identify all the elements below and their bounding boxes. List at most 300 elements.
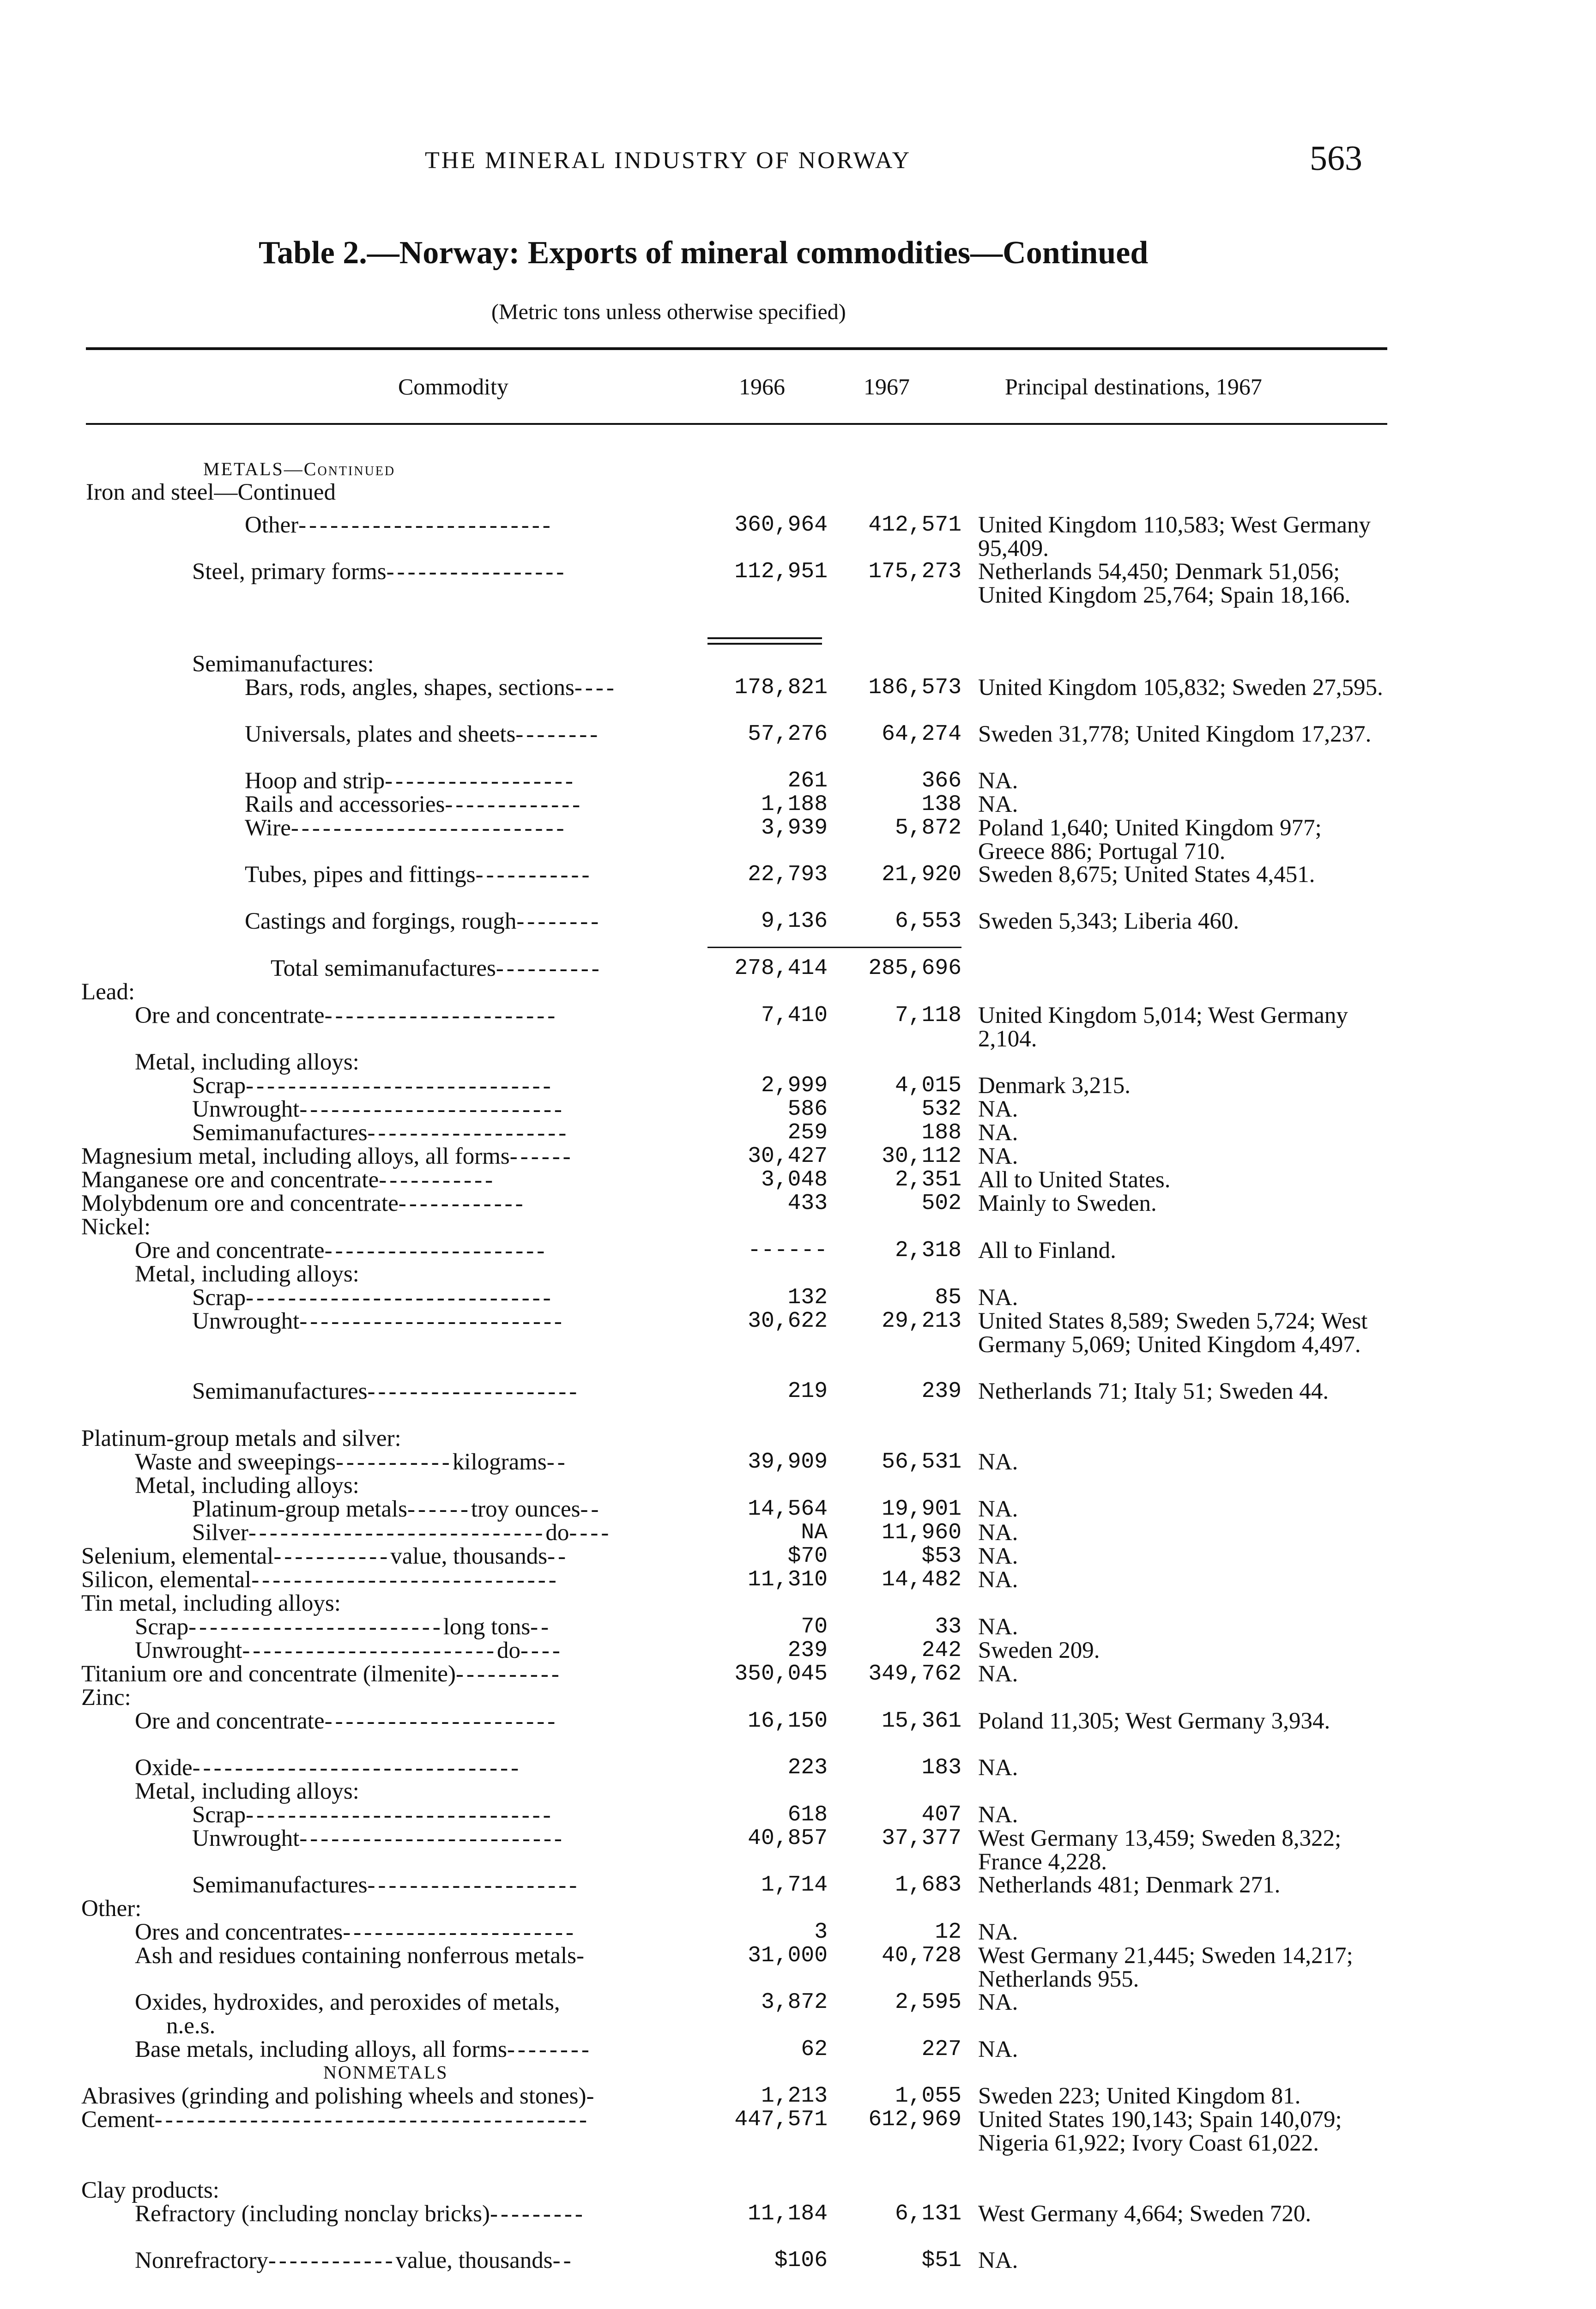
value-1966: 261 <box>787 768 828 793</box>
value-1966: 239 <box>787 1638 828 1663</box>
principal-destinations: NA. <box>978 1661 1018 1687</box>
principal-destinations: NA. <box>978 1755 1018 1781</box>
commodity-text: Molybdenum ore and concentrate <box>81 1191 399 1216</box>
commodity-label <box>81 1592 341 1615</box>
principal-destinations: NA. <box>978 1143 1018 1169</box>
commodity-text: Hoop and strip <box>245 768 385 794</box>
value-1966: 278,414 <box>734 956 828 981</box>
header-rule <box>86 423 1387 425</box>
principal-destinations: Sweden 8,675; United States 4,451. <box>978 862 1315 888</box>
commodity-label <box>135 1991 560 2014</box>
value-1967: 2,595 <box>895 1990 961 2015</box>
value-1966: 62 <box>801 2037 828 2062</box>
value-1967: 349,762 <box>868 1662 961 1686</box>
leader-dots: ---------------------------- <box>248 1520 546 1546</box>
value-1966: 618 <box>787 1802 828 1827</box>
principal-destinations: United Kingdom 5,014; West Germany 2,104. <box>978 1003 1348 1052</box>
principal-destinations: Poland 11,305; West Germany 3,934. <box>978 1708 1330 1734</box>
commodity-text: Semimanufactures <box>192 1120 368 1146</box>
leader-dots: ---- <box>520 1638 563 1663</box>
commodity-text: Manganese ore and concentrate <box>81 1167 379 1193</box>
commodity-text: Semimanufactures <box>192 1378 368 1404</box>
commodity-label <box>245 723 600 746</box>
commodity-label <box>81 1168 496 1192</box>
value-1967: 175,273 <box>868 559 961 584</box>
value-1966: $70 <box>787 1544 828 1569</box>
commodity-text: Scrap <box>192 1802 246 1828</box>
leader-dots: ----------------------------- <box>246 1285 554 1311</box>
commodity-text: Universals, plates and sheets <box>245 721 516 747</box>
value-1967: 186,573 <box>868 675 961 700</box>
commodity-label <box>192 1121 569 1145</box>
leader-dots: ----------------------------- <box>251 1567 559 1593</box>
unit-label: kilograms <box>452 1449 547 1475</box>
principal-destinations: NA. <box>978 792 1018 817</box>
principal-destinations: Mainly to Sweden. <box>978 1191 1157 1216</box>
commodity-label <box>192 1310 565 1333</box>
value-1967: 1,683 <box>895 1873 961 1898</box>
unit-label: troy ounces <box>471 1496 580 1522</box>
commodity-text: Metal, including alloys: <box>135 1778 359 1804</box>
commodity-label <box>81 1897 141 1921</box>
principal-destinations: West Germany 13,459; Sweden 8,322; France 4,228. <box>978 1825 1342 1875</box>
leader-dots: ------ <box>509 1143 574 1169</box>
leader-dots: -- <box>546 1449 568 1475</box>
commodity-text: Ash and residues containing nonferrous metals <box>135 1943 577 1969</box>
value-1967: 12 <box>935 1920 961 1945</box>
leader-dots: ----------- <box>273 1543 391 1569</box>
commodity-text: Scrap <box>135 1614 189 1640</box>
leader-dots: -- <box>552 2248 574 2273</box>
principal-destinations: Netherlands 54,450; Denmark 51,056; United Kingdom 25,764; Spain 18,166. <box>978 559 1351 608</box>
principal-destinations: Sweden 209. <box>978 1638 1100 1663</box>
value-1966: $106 <box>774 2248 828 2273</box>
commodity-text: Ore and concentrate <box>135 1003 325 1028</box>
commodity-label <box>271 957 602 980</box>
value-1966: 2,999 <box>761 1073 828 1098</box>
value-1967: 37,377 <box>882 1826 961 1851</box>
commodity-label <box>166 2014 215 2038</box>
commodity-text: Base metals, including alloys, all forms <box>135 2037 507 2062</box>
commodity-label <box>192 1498 601 1521</box>
leader-dots: ------------ <box>398 1191 526 1216</box>
commodity-label <box>245 676 617 700</box>
principal-destinations: NA. <box>978 1567 1018 1593</box>
value-1966: 9,136 <box>761 909 828 934</box>
leader-dots: ----------- <box>475 862 592 888</box>
commodity-text: Wire <box>245 815 291 841</box>
value-1966: 350,045 <box>734 1662 828 1686</box>
commodity-text: Scrap <box>192 1073 246 1099</box>
commodity-label <box>192 1874 580 1897</box>
value-1967: 2,351 <box>895 1167 961 1192</box>
principal-destinations: NA. <box>978 768 1018 794</box>
value-1967: 64,274 <box>882 722 961 747</box>
commodity-label <box>245 793 583 816</box>
commodity-text: Metal, including alloys: <box>135 1261 359 1287</box>
commodity-label <box>245 514 553 537</box>
commodity-text: Silver <box>192 1520 248 1546</box>
principal-destinations: United Kingdom 110,583; West Germany 95,409. <box>978 512 1371 562</box>
leader-dots: -------------------- <box>367 1378 580 1404</box>
table-title: Table 2.—Norway: Exports of mineral commodities—Continued <box>259 235 1149 271</box>
principal-destinations: Denmark 3,215. <box>978 1073 1131 1099</box>
leader-dots: -------- <box>515 721 601 747</box>
leader-dots: --------- <box>490 2201 586 2227</box>
leader-dots: ------------------------- <box>299 1096 565 1122</box>
commodity-text: Iron and steel—Continued <box>86 479 336 505</box>
commodity-text: Ores and concentrates <box>135 1919 343 1945</box>
value-1967: 7,118 <box>895 1003 961 1028</box>
commodity-text: Clay products: <box>81 2177 219 2203</box>
principal-destinations: Sweden 31,778; United Kingdom 17,237. <box>978 721 1372 747</box>
leader-dots: ---- <box>569 1520 612 1546</box>
commodity-text: Other <box>245 512 299 538</box>
commodity-text: Unwrought <box>192 1825 300 1851</box>
commodity-label <box>81 1427 401 1451</box>
commodity-label <box>245 910 601 933</box>
leader-dots: ------------------ <box>385 768 576 794</box>
value-1966: 70 <box>801 1614 828 1639</box>
leader-dots: ----------------- <box>386 559 567 585</box>
value-1967: 56,531 <box>882 1450 961 1475</box>
commodity-text: Unwrought <box>192 1096 300 1122</box>
commodity-text: Nickel: <box>81 1214 151 1240</box>
value-1967: 11,960 <box>882 1520 961 1545</box>
leader-dots: ----------- <box>335 1449 453 1475</box>
commodity-text: Ore and concentrate <box>135 1238 325 1263</box>
commodity-label <box>135 1710 558 1733</box>
value-1967: 85 <box>935 1285 961 1310</box>
leader-dots: ---------------------- <box>324 1003 558 1028</box>
commodity-text: Platinum-group metals and silver: <box>81 1426 401 1451</box>
table-subtitle: (Metric tons unless otherwise specified) <box>491 300 846 324</box>
commodity-text: Unwrought <box>192 1308 300 1334</box>
leader-dots: ------------------------- <box>299 1825 565 1851</box>
value-1967: $53 <box>921 1544 961 1569</box>
commodity-text: Ore and concentrate <box>135 1708 325 1734</box>
value-1966: 3,048 <box>761 1167 828 1192</box>
principal-destinations: NA. <box>978 1614 1018 1640</box>
value-1966: 22,793 <box>748 862 828 887</box>
principal-destinations: West Germany 21,445; Sweden 14,217; Netherlands 955. <box>978 1943 1353 1992</box>
principal-destinations: All to United States. <box>978 1167 1171 1193</box>
commodity-text: Scrap <box>192 1285 246 1311</box>
commodity-label <box>135 1921 576 1944</box>
value-1966: 39,909 <box>748 1450 828 1475</box>
leader-dots: ------------------------ <box>242 1638 497 1663</box>
commodity-label <box>135 1263 359 1286</box>
commodity-label <box>203 457 395 481</box>
commodity-label <box>81 1662 562 1686</box>
principal-destinations: NA. <box>978 1285 1018 1311</box>
commodity-text: Zinc: <box>81 1685 131 1711</box>
leader-dots: -- <box>580 1496 602 1522</box>
commodity-label <box>245 769 576 793</box>
commodity-text: Bars, rods, angles, shapes, sections <box>245 675 574 701</box>
commodity-text: Oxide <box>135 1755 193 1781</box>
commodity-text: Castings and forgings, rough <box>245 908 517 934</box>
principal-destinations: All to Finland. <box>978 1238 1116 1263</box>
commodity-text: Silicon, elemental <box>81 1567 252 1593</box>
commodity-label <box>81 2085 597 2108</box>
leader-dots: ------------------------ <box>298 512 553 538</box>
commodity-label <box>81 1686 131 1710</box>
value-1966: 57,276 <box>748 722 828 747</box>
principal-destinations: United States 8,589; Sweden 5,724; West Germany 5,069; United Kingdom 4,497. <box>978 1308 1368 1358</box>
value-1966: 112,951 <box>734 559 828 584</box>
value-1966: 447,571 <box>734 2107 828 2132</box>
value-1966: 1,188 <box>761 792 828 817</box>
value-1967: 30,112 <box>882 1144 961 1169</box>
leader-dots: -- <box>547 1543 569 1569</box>
commodity-label <box>135 1756 521 1780</box>
principal-destinations: United Kingdom 105,832; Sweden 27,595. <box>978 675 1383 701</box>
principal-destinations: NA. <box>978 1520 1018 1546</box>
commodity-text: Abrasives (grinding and polishing wheels and stones) <box>81 2083 586 2109</box>
commodity-text: Nonrefractory <box>135 2248 268 2273</box>
commodity-label <box>81 1545 568 1568</box>
commodity-label <box>81 980 135 1004</box>
principal-destinations: NA. <box>978 1449 1018 1475</box>
commodity-label <box>192 1098 565 1121</box>
value-1966: 3,939 <box>761 816 828 840</box>
value-1967: 532 <box>921 1097 961 1122</box>
leader-dots: -------- <box>516 908 602 934</box>
commodity-text: Semimanufactures: <box>192 651 374 677</box>
commodity-text: NONMETALS <box>323 2062 448 2083</box>
column-header-commodity: Commodity <box>398 374 508 399</box>
value-1966: 360,964 <box>734 513 828 538</box>
running-title: THE MINERAL INDUSTRY OF NORWAY <box>425 147 912 174</box>
principal-destinations: West Germany 4,664; Sweden 720. <box>978 2201 1312 2227</box>
commodity-label <box>135 1451 568 1474</box>
value-1966: 3,872 <box>761 1990 828 2015</box>
value-1967: 4,015 <box>895 1073 961 1098</box>
leader-dots: ----------- <box>379 1167 496 1193</box>
commodity-text: Tin metal, including alloys: <box>81 1590 341 1616</box>
value-1966: 3 <box>814 1920 828 1945</box>
commodity-text: Waste and sweepings <box>135 1449 336 1475</box>
double-rule <box>707 637 822 645</box>
value-1966: 11,184 <box>748 2201 828 2226</box>
column-header-1966: 1966 <box>739 374 785 399</box>
commodity-label <box>192 1521 611 1545</box>
top-rule <box>86 347 1387 350</box>
commodity-label <box>81 1192 526 1215</box>
leader-dots: -------- <box>507 2037 592 2062</box>
commodity-label <box>135 2038 592 2061</box>
commodity-text: Magnesium metal, including alloys, all forms <box>81 1143 510 1169</box>
commodity-label <box>135 1615 551 1639</box>
leader-dots: ---------------------- <box>324 1708 558 1734</box>
value-1966: 586 <box>787 1097 828 1122</box>
leader-dots: - <box>586 2083 597 2109</box>
value-1966: 223 <box>787 1755 828 1780</box>
commodity-label <box>135 1474 359 1498</box>
value-1967: 138 <box>921 792 961 817</box>
principal-destinations: United States 190,143; Spain 140,079; Nigeria 61,922; Ivory Coast 61,022. <box>978 2107 1342 2156</box>
value-1967: 227 <box>921 2037 961 2062</box>
principal-destinations: NA. <box>978 1120 1018 1146</box>
commodity-label <box>192 653 374 676</box>
leader-dots: ----------------------------------------- <box>154 2107 590 2133</box>
value-1966: 30,622 <box>748 1309 828 1334</box>
leader-dots: ------------------------ <box>188 1614 443 1640</box>
leader-dots: ------------ <box>268 2248 396 2273</box>
commodity-label <box>245 863 592 887</box>
principal-destinations: Poland 1,640; United Kingdom 977; Greece 886; Portugal 710. <box>978 815 1322 864</box>
principal-destinations: NA. <box>978 1919 1018 1945</box>
commodity-text: n.e.s. <box>166 2013 216 2039</box>
leader-dots: ----------------------------- <box>246 1073 554 1099</box>
value-1967: 407 <box>921 1802 961 1827</box>
commodity-text: Steel, primary forms <box>192 559 387 585</box>
commodity-label <box>135 1944 587 1968</box>
value-1967: 21,920 <box>882 862 961 887</box>
value-1966: 178,821 <box>734 675 828 700</box>
value-1966: 259 <box>787 1120 828 1145</box>
value-1967: 19,901 <box>882 1497 961 1522</box>
principal-destinations: NA. <box>978 1496 1018 1522</box>
commodity-text: Cement <box>81 2107 155 2133</box>
leader-dots: ----------------------------- <box>246 1802 554 1828</box>
value-1966: ------ <box>748 1238 828 1263</box>
leader-dots: -- <box>530 1614 552 1640</box>
leader-dots: ------------------------- <box>299 1308 565 1334</box>
value-1966: 7,410 <box>761 1003 828 1028</box>
value-1966: 132 <box>787 1285 828 1310</box>
value-1966: 433 <box>787 1191 828 1216</box>
commodity-label <box>192 1286 554 1310</box>
value-1966: 40,857 <box>748 1826 828 1851</box>
value-1967: 412,571 <box>868 513 961 538</box>
commodity-label <box>135 1004 558 1028</box>
leader-dots: ------------- <box>445 792 583 817</box>
commodity-label <box>81 1145 574 1168</box>
commodity-text: Refractory (including nonclay bricks) <box>135 2201 490 2227</box>
value-1967: 40,728 <box>882 1943 961 1968</box>
commodity-label <box>135 1239 547 1263</box>
leader-dots: ------------------- <box>367 1120 569 1146</box>
value-1966: 11,310 <box>748 1567 828 1592</box>
unit-label: do <box>545 1520 569 1546</box>
value-1966: 1,714 <box>761 1873 828 1898</box>
commodity-label <box>323 2061 448 2084</box>
principal-destinations: NA. <box>978 2248 1018 2273</box>
commodity-text: Oxides, hydroxides, and peroxides of metals, <box>135 1989 560 2015</box>
leader-dots: -------------------- <box>367 1872 580 1898</box>
value-1966: 14,564 <box>748 1497 828 1522</box>
value-1967: 239 <box>921 1379 961 1404</box>
column-header-1967: 1967 <box>864 374 910 399</box>
leader-dots: --------------------- <box>324 1238 548 1263</box>
unit-label: value, thousands <box>390 1543 548 1569</box>
value-1966: 30,427 <box>748 1144 828 1169</box>
leader-dots: - <box>576 1943 587 1969</box>
value-1967: 285,696 <box>868 956 961 981</box>
commodity-label <box>81 2179 219 2202</box>
leader-dots: ---------- <box>456 1661 562 1687</box>
value-1967: 366 <box>921 768 961 793</box>
value-1967: 6,131 <box>895 2201 961 2226</box>
value-1966: 31,000 <box>748 1943 828 1968</box>
unit-label: long tons <box>443 1614 531 1640</box>
commodity-label <box>135 2202 586 2226</box>
commodity-text: Titanium ore and concentrate (ilmenite) <box>81 1661 456 1687</box>
value-1967: 502 <box>921 1191 961 1216</box>
commodity-label <box>192 560 567 584</box>
principal-destinations: Sweden 223; United Kingdom 81. <box>978 2083 1301 2109</box>
leader-dots: ---------- <box>496 955 602 981</box>
commodity-label <box>135 2249 574 2273</box>
page-number: 563 <box>1310 139 1362 178</box>
value-1966: NA <box>801 1520 828 1545</box>
commodity-text: Selenium, elemental <box>81 1543 274 1569</box>
value-1967: 2,318 <box>895 1238 961 1263</box>
value-1967: 5,872 <box>895 816 961 840</box>
commodity-label <box>192 1827 565 1850</box>
unit-label: value, thousands <box>395 2248 553 2273</box>
principal-destinations: Netherlands 481; Denmark 271. <box>978 1872 1281 1898</box>
principal-destinations: NA. <box>978 1543 1018 1569</box>
commodity-label <box>81 1568 559 1592</box>
value-1966: 1,213 <box>761 2084 828 2109</box>
principal-destinations: NA. <box>978 2037 1018 2062</box>
value-1967: 242 <box>921 1638 961 1663</box>
value-1967: $51 <box>921 2248 961 2273</box>
commodity-text: Lead: <box>81 979 135 1005</box>
commodity-text: METALS—Continued <box>203 459 396 479</box>
commodity-label <box>81 2108 590 2132</box>
leader-dots: -------------------------- <box>290 815 567 841</box>
value-1966: 219 <box>787 1379 828 1404</box>
commodity-text: Metal, including alloys: <box>135 1473 359 1499</box>
value-1966: 16,150 <box>748 1709 828 1734</box>
principal-destinations: NA. <box>978 1096 1018 1122</box>
value-1967: 29,213 <box>882 1309 961 1334</box>
commodity-label <box>135 1639 563 1662</box>
leader-dots: ------ <box>407 1496 471 1522</box>
commodity-text: Total semimanufactures <box>271 955 496 981</box>
commodity-label <box>135 1780 359 1803</box>
leader-dots: ------------------------------- <box>192 1755 522 1781</box>
principal-destinations: Netherlands 71; Italy 51; Sweden 44. <box>978 1378 1329 1404</box>
value-1967: 14,482 <box>882 1567 961 1592</box>
commodity-label <box>192 1803 554 1827</box>
value-1967: 33 <box>935 1614 961 1639</box>
value-1967: 15,361 <box>882 1709 961 1734</box>
commodity-text: Metal, including alloys: <box>135 1049 359 1075</box>
commodity-label <box>135 1051 359 1074</box>
principal-destinations: NA. <box>978 1802 1018 1828</box>
leader-dots: ---- <box>574 675 617 701</box>
leader-dots: ---------------------- <box>343 1919 576 1945</box>
commodity-label <box>81 1215 151 1239</box>
commodity-text: Unwrought <box>135 1638 242 1663</box>
unit-label: do <box>496 1638 520 1663</box>
commodity-text: Platinum-group metals <box>192 1496 408 1522</box>
commodity-label <box>192 1380 580 1403</box>
value-1967: 188 <box>921 1120 961 1145</box>
principal-destinations: NA. <box>978 1989 1018 2015</box>
principal-destinations: Sweden 5,343; Liberia 460. <box>978 908 1239 934</box>
column-header-destinations: Principal destinations, 1967 <box>1005 374 1262 399</box>
value-1967: 183 <box>921 1755 961 1780</box>
total-rule <box>707 947 961 948</box>
value-1967: 6,553 <box>895 909 961 934</box>
commodity-text: Other: <box>81 1896 142 1922</box>
